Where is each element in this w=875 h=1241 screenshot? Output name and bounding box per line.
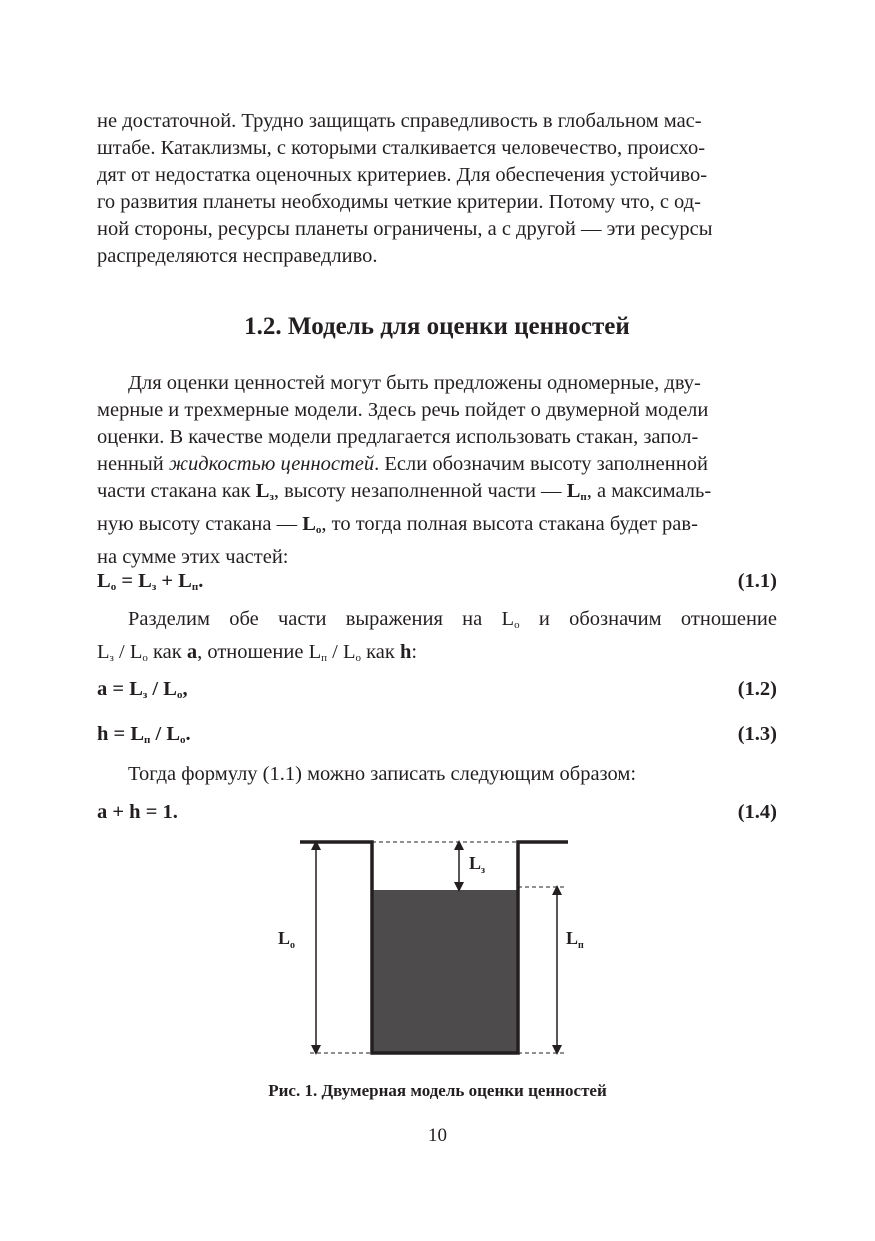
subscript: о [110,581,117,593]
text-line: оценки. В качестве модели предлагается использовать стакан, запол- [97,426,699,448]
text-span: , то тогда полная высота стакана будет рав- [321,513,698,535]
intro-paragraph [97,108,777,270]
text-span: ненный [97,453,169,475]
formula-number: (1.4) [737,801,777,823]
subscript: з [151,581,157,593]
symbol: L [302,513,316,535]
text-span: . Если обозначим высоту заполненной [374,453,708,475]
italic-term: жидкостью ценностей [168,453,375,475]
text-line: Lз / Lо как a, отношение Lп / Lо как h: [97,641,418,664]
symbol: a [97,678,108,700]
subscript: п [580,491,587,503]
subscript: о [355,652,361,664]
rewrite-paragraph [97,761,777,788]
text-line: Для оценки ценностей могут быть предложены одномерные, дву- [128,372,701,394]
text-span: , а максималь- [586,480,712,502]
divide-paragraph [97,606,777,672]
symbol: L [501,608,515,630]
formula-1-4 [97,799,777,826]
symbol: L [97,641,110,663]
text-span: как [147,641,187,663]
label-lo: $L_о$ [278,928,296,951]
text-line: распределяются несправедливо. [97,245,378,267]
symbol: L [129,678,143,700]
text-line: мерные и трехмерные модели. Здесь речь пойдет о двумерной модели [97,399,709,421]
text-line: дят от недостатка оценочных критериев. Для обеспечения устойчиво- [97,164,708,186]
subscript: з [109,652,114,664]
subscript: з [269,491,274,503]
symbol: h [97,723,109,745]
symbol: L [166,723,181,745]
text-span: Разделим обе части выражения на [128,608,502,630]
subscript: п [144,734,151,746]
symbol: L [308,641,322,663]
liquid-fill [372,890,518,1053]
symbol: L [138,570,152,592]
text-line [97,478,777,511]
text-line: ной стороны, ресурсы планеты ограничены, а с другой — эти ресурсы [97,218,713,240]
text-span: , высоту незаполненной части — [273,480,567,502]
subscript: п [191,581,199,593]
formula-1-3: $h = L_п / L_о$. (1.3) [97,723,777,746]
text-span: : [411,641,418,663]
text-line [97,606,777,639]
text-line: го развития планеты необходимы четкие критерии. Потому что, с од- [97,191,701,213]
subscript: о [180,734,186,746]
label-lz: $L_з$ [469,853,486,876]
subscript: п [321,652,327,664]
symbol: L [163,678,177,700]
label-lp: $L_п$ [566,928,584,951]
formula-text: a + h = 1. [97,801,178,823]
symbol: L [129,641,143,663]
subscript: о [315,524,322,536]
subscript: з [142,689,148,701]
text-line [97,511,777,544]
text-span: , отношение [197,641,309,663]
symbol: L [178,570,192,592]
text-span: ную высоту стакана — [97,513,303,535]
text-line [97,451,777,478]
formula-number: (1.3) [737,723,777,745]
model-paragraph [97,370,777,571]
symbol-a: a [186,641,198,663]
figure-caption: Рис. 1. Двумерная модель оценки ценностей [268,1081,607,1100]
text-span: и обозначим отношение [519,608,777,630]
text-line: не достаточной. Трудно защищать справедливость в глобальном мас- [97,110,702,132]
text-span: части стакана как [97,480,256,502]
symbol-h: h [399,641,412,663]
formula-1-1: $L_о = L_з + L_п$. (1.1) [97,570,777,593]
symbol: L [255,480,270,502]
text-span: как [360,641,400,663]
symbol: L [97,570,111,592]
text-line: на сумме этих частей: [97,546,289,568]
subscript: о [142,652,148,664]
symbol: L [342,641,356,663]
text-line: штабе. Катаклизмы, с которыми сталкивается человечество, происхо- [97,137,706,159]
text-line: Тогда формулу (1.1) можно записать следующим образом: [128,763,637,785]
subscript: о [514,619,520,631]
page-number: 10 [428,1125,447,1146]
formula-1-2: $a = L_з / L_о$, (1.2) [97,678,777,701]
glass-model-figure [270,830,590,1065]
formula-number: (1.2) [737,678,777,700]
symbol: L [566,480,581,502]
formula-number: (1.1) [737,570,777,592]
subscript: о [176,689,183,701]
section-title: 1.2. Модель для оценки ценностей [244,313,630,340]
symbol: L [130,723,145,745]
